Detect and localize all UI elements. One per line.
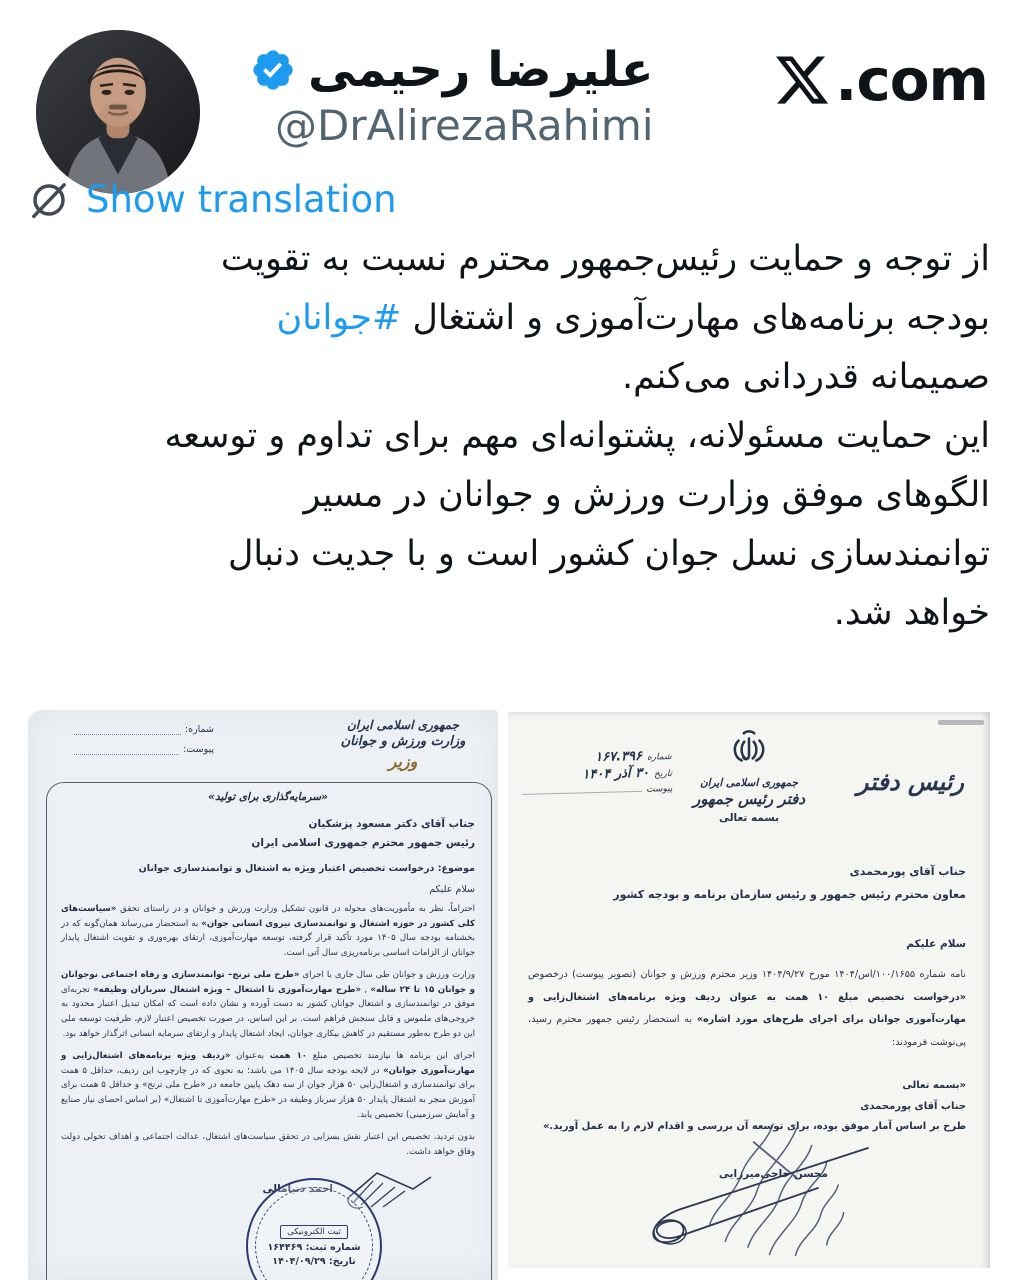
signer-name: احمد دنیامالی (262, 1183, 333, 1196)
user-meta (250, 44, 654, 149)
tweet-line: از توجه و حمایت رئیس‌جمهور محترم نسبت به تقویت (220, 239, 990, 279)
letterhead-ministry-name: وزارت ورزش و جوانان (340, 734, 466, 749)
tweet-line (28, 289, 990, 348)
tweet-line: توانمندسازی نسل جوان کشور است و با جدیت دنبال (227, 534, 990, 574)
recipient-name: جناب آقای پورمحمدی (849, 865, 966, 878)
salutation: سلام علیکم (429, 883, 475, 895)
number-label: شماره: (184, 724, 214, 735)
note-line: «بسمه تعالی (902, 1080, 966, 1091)
tweet-line: این حمایت مسئولانه، پشتوانه‌ای مهم برای تداوم و توسعه (164, 416, 990, 456)
display-name[interactable]: علیرضا رحیمی (308, 42, 654, 98)
recipient-title: معاون محترم رئیس جمهور و رئیس سازمان برنامه و بودجه کشور (613, 888, 966, 902)
number-label: شماره (646, 752, 672, 763)
signature-block (61, 1167, 435, 1211)
tweet-text (28, 230, 990, 643)
year-slogan: «سرمایه‌گذاری برای تولید» (208, 791, 328, 803)
verified-badge-icon (250, 47, 296, 93)
paragraph-3: اجرای این برنامه ها نیازمند تخصیص مبلغ ۱۰ همت به‌عنوان «ردیف ویژه برنامه‌های اشتغال‌زایی و مهارت‌آموزی جوانان» در لایحه بودجه سال ۱۴۰۵ می باشد؛ به نحوی که در چارچوب این ردیف، حداقل ۵ همت برای توانمندسازی و اشتغال‌زایی ۵۰ هزار جوان از سه دهک پایین جامعه در «طرح ملی ترنج» و حداقل ۵ همت برای آموزش منجر به اشتغال پایدار ۵۰ هزار سرباز وظیفه در «طرح مهارت‌آموزی تا اشتغال» (بر اساس احصای نیاز صنایع و آمایش سرزمینی) تخصیص یابد. (61, 1050, 476, 1120)
stamp-title: ثبت الکترونیکی (280, 1225, 348, 1239)
tweet-line-text: بودجه برنامه‌های مهارت‌آموزی و اشتغال (401, 298, 990, 338)
letterhead-office: دفتر رئیس جمهور (692, 790, 806, 808)
paragraph-1: احتراماً، نظر به مأموریت‌های محوله در قانون تشکیل وزارت ورزش و جوانان و در راستای تحقق «سیاست‌های کلی کشور در حوزه اشتغال و توانمندسازی نیروی انسانی جوان» به استحضار می‌رساند همان‌گونه که در بخشنامه بودجه سال ۱۴۰۵ مورد تأکید قرار گرفته، توسعه مهارت‌آموزی، ارتقای بهره‌وری و تقویت اشتغال پایدار جوانان از الزامات اساسی برنامه‌ریزی سال آتی است. (61, 903, 475, 959)
salutation: سلام علیکم (906, 938, 966, 950)
letterhead-country: جمهوری اسلامی ایران (346, 718, 460, 732)
number-blank-line (74, 724, 181, 735)
x-logo-icon (773, 51, 831, 109)
recipient-block (61, 815, 475, 853)
letterhead-country: جمهوری اسلامی ایران (699, 777, 799, 789)
avatar-portrait (36, 30, 200, 194)
tweet-line: صمیمانه قدردانی می‌کنم. (622, 357, 990, 397)
iran-emblem-icon (728, 726, 770, 772)
letterhead-minister: وزیر (388, 752, 418, 771)
paragraph-4: بدون تردید، تخصیص این اعتبار نقش بسزایی در تحقق سیاست‌های اشتغال، عدالت اجتماعی و اهداف تحولی دولت وفاق خواهد داشت. (61, 1131, 475, 1157)
subject-line: موضوع: درخواست تخصیص اعتبار ویژه به اشتغال و توانمندسازی جوانان (138, 862, 475, 874)
recipient-block (532, 860, 966, 906)
site-watermark (773, 46, 988, 114)
letter-image-ministry[interactable] (28, 710, 498, 1280)
tweet-media (0, 700, 1018, 1280)
paragraph-2: وزارت ورزش و جوانان طی سال جاری با اجرای «طرح ملی ترنج– توانمندسازی و رفاه اجتماعی نوجوانان و جوانان ۱۵ تا ۲۴ ساله» , «طرح مهارت‌آموزی تا اشتغال – ویژه اشتغال سربازان وظیفه» تجربه‌ای موفق در توانمندسازی و اشتغال جوانان کشور به دست آورده و نشان داده است که امکان تبدیل اعتبار محدود به خروجی‌های ملموس و قابل سنجش فراهم است. بر این اساس، در صورت تخصیص اعتبار لازم، ظرفیت توسعه ملی این دو طرح به‌طور مستقیم در کاهش بیکاری جوانان، ایجاد اشتغال پایدار و ارتقای سرمایه انسانی اثرگذار خواهد بود. (61, 969, 475, 1040)
show-translation-label: Show translation (86, 178, 397, 221)
note-line: جناب آقای پورمحمدی (860, 1100, 966, 1112)
attachment-label: پیوست (646, 784, 673, 795)
letterhead-ministry (318, 718, 488, 771)
user-handle[interactable]: @DrAlirezaRahimi (275, 100, 654, 150)
letter-image-president-office[interactable] (508, 712, 990, 1268)
signer-name: محسن حاجی‌میرزایی (718, 1168, 828, 1180)
attachment-blank-line (74, 744, 179, 755)
recipient-name: جناب آقای دکتر مسعود پزشکیان (308, 818, 475, 830)
stamp-date: تاریخ: ۱۴۰۴/۰۹/۲۹ (272, 1256, 356, 1267)
handwritten-note-scribble (692, 1109, 883, 1268)
tweet-line: الگوهای موفق وزارت ورزش و جوانان در مسیر (303, 475, 990, 515)
site-domain-label: .com (835, 46, 988, 114)
body-paragraph: نامه شماره ۱۰۰/۱۶۵۵/اس/۱۴۰۴ مورخ ۱۴۰۴/۹/۲۷ وزیر محترم ورزش و جوانان (تصویر پیوست) درخصوص «درخواست تخصیص مبلغ ۱۰ همت به عنوان ردیف ویژه برنامه‌های اشتغال‌زایی و مهارت‌آموزی جوانان برای اجرای طرح‌های مورد اشاره» به استحضار رئیس جمهور محترم رسید، پی‌نوشت فرمودند: (528, 969, 966, 1048)
tweet-line: خواهد شد. (833, 593, 990, 633)
recipient-title: رئیس جمهور محترم جمهوری اسلامی ایران (251, 836, 475, 849)
letter-ref-fields (74, 724, 214, 764)
stamp-registration-number: شماره ثبت: ۱۶۴۴۶۹ (267, 1242, 361, 1253)
avatar[interactable] (36, 30, 200, 194)
show-translation-button[interactable] (28, 178, 397, 221)
name-row[interactable] (250, 44, 654, 97)
besmeh-line: بسمه تعالی (718, 812, 780, 824)
note-line: طرح بر اساس آمار موفق بوده، برای توسعه آن بررسی و اقدام لازم را به عمل آورید.» (542, 1121, 966, 1132)
date-value: ۳۰ آذر ۱۴۰۴ (582, 765, 650, 783)
translate-icon (28, 179, 70, 221)
number-value: ۱۶۷.۳۹۶ (594, 748, 643, 766)
attachment-label: پیوست: (183, 744, 214, 755)
scan-artifact (938, 720, 984, 725)
date-label: تاریخ (653, 769, 673, 780)
chief-of-staff-calligraphy: رئیس دفتر (856, 768, 964, 796)
hashtag-link[interactable]: #جوانان (276, 298, 402, 338)
